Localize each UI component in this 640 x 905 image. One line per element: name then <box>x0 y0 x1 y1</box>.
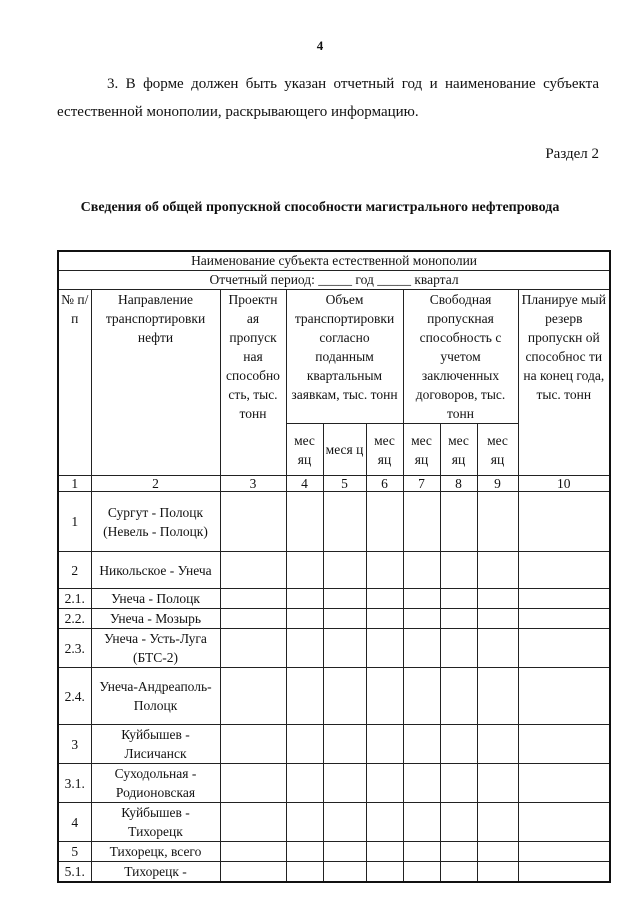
row-number: 3.1. <box>58 764 91 803</box>
row-number: 5 <box>58 842 91 862</box>
empty-cell <box>323 668 366 725</box>
empty-cell <box>403 842 440 862</box>
empty-cell <box>323 609 366 629</box>
empty-cell <box>220 842 286 862</box>
empty-cell <box>220 492 286 552</box>
row-number: 2.3. <box>58 629 91 668</box>
col-header-design-capacity: Проектн ая пропуск ная способно сть, тыс. тонн <box>220 290 286 476</box>
empty-cell <box>518 552 610 589</box>
empty-cell <box>518 492 610 552</box>
empty-cell <box>286 589 323 609</box>
empty-cell <box>286 862 323 883</box>
empty-cell <box>366 589 403 609</box>
empty-cell <box>366 609 403 629</box>
empty-cell <box>323 629 366 668</box>
empty-cell <box>286 725 323 764</box>
empty-cell <box>440 764 477 803</box>
empty-cell <box>323 725 366 764</box>
empty-cell <box>403 629 440 668</box>
row-direction: Суходольная - Родионовская <box>91 764 220 803</box>
row-direction: Унеча - Усть-Луга (БТС-2) <box>91 629 220 668</box>
empty-cell <box>440 492 477 552</box>
empty-cell <box>323 589 366 609</box>
instruction-paragraph: 3. В форме должен быть указан отчетный год и наименование субъекта естественной монополии, раскрывающего информацию. <box>57 76 599 120</box>
organization-name-header: Наименование субъекта естественной монополии <box>58 251 610 271</box>
empty-cell <box>477 492 518 552</box>
empty-cell <box>518 862 610 883</box>
empty-cell <box>403 589 440 609</box>
empty-cell <box>477 842 518 862</box>
empty-cell <box>323 803 366 842</box>
empty-cell <box>403 725 440 764</box>
empty-cell <box>220 803 286 842</box>
sub-header-month: мес яц <box>366 424 403 476</box>
row-direction: Унеча - Мозырь <box>91 609 220 629</box>
row-number: 5.1. <box>58 862 91 883</box>
empty-cell <box>477 552 518 589</box>
empty-cell <box>477 668 518 725</box>
sub-header-month: меся ц <box>323 424 366 476</box>
empty-cell <box>286 552 323 589</box>
table-heading: Сведения об общей пропускной способности магистрального нефтепровода <box>80 200 560 215</box>
empty-cell <box>403 862 440 883</box>
column-number: 2 <box>91 476 220 492</box>
col-header-free-capacity: Свободная пропускная способность с учетом заключенных договоров, тыс. тонн <box>403 290 518 424</box>
empty-cell <box>220 668 286 725</box>
capacity-table <box>57 250 611 883</box>
sub-header-month: мес яц <box>477 424 518 476</box>
empty-cell <box>286 842 323 862</box>
empty-cell <box>286 668 323 725</box>
empty-cell <box>518 842 610 862</box>
empty-cell <box>477 803 518 842</box>
empty-cell <box>220 629 286 668</box>
row-number: 2.1. <box>58 589 91 609</box>
table-row <box>58 803 610 842</box>
column-number: 1 <box>58 476 91 492</box>
empty-cell <box>323 552 366 589</box>
empty-cell <box>477 609 518 629</box>
table-row <box>58 492 610 552</box>
row-direction: Сургут - Полоцк (Невель - Полоцк) <box>91 492 220 552</box>
empty-cell <box>323 764 366 803</box>
column-number: 8 <box>440 476 477 492</box>
empty-cell <box>518 609 610 629</box>
table-row <box>58 629 610 668</box>
empty-cell <box>366 803 403 842</box>
empty-cell <box>403 492 440 552</box>
empty-cell <box>286 764 323 803</box>
empty-cell <box>440 862 477 883</box>
row-direction: Куйбышев - Тихорецк <box>91 803 220 842</box>
column-number: 6 <box>366 476 403 492</box>
column-number: 7 <box>403 476 440 492</box>
empty-cell <box>286 803 323 842</box>
empty-cell <box>366 725 403 764</box>
empty-cell <box>220 552 286 589</box>
empty-cell <box>440 803 477 842</box>
sub-header-month: мес яц <box>286 424 323 476</box>
table-row <box>58 842 610 862</box>
column-number: 5 <box>323 476 366 492</box>
row-number: 2.2. <box>58 609 91 629</box>
empty-cell <box>518 668 610 725</box>
empty-cell <box>440 842 477 862</box>
empty-cell <box>323 862 366 883</box>
row-direction: Унеча-Андреаполь-Полоцк <box>91 668 220 725</box>
table-row <box>58 589 610 609</box>
empty-cell <box>220 725 286 764</box>
empty-cell <box>403 668 440 725</box>
empty-cell <box>403 803 440 842</box>
empty-cell <box>440 629 477 668</box>
empty-cell <box>440 589 477 609</box>
column-number: 3 <box>220 476 286 492</box>
col-header-num: № п/п <box>58 290 91 476</box>
col-header-planned-reserve: Планируе мый резерв пропускн ой способнос ти на конец года, тыс. тонн <box>518 290 610 476</box>
empty-cell <box>440 725 477 764</box>
empty-cell <box>286 609 323 629</box>
col-header-volume: Объем транспортировки согласно поданным квартальным заявкам, тыс. тонн <box>286 290 403 424</box>
table-row <box>58 725 610 764</box>
column-number: 9 <box>477 476 518 492</box>
empty-cell <box>286 492 323 552</box>
col-header-direction: Направление транспортировки нефти <box>91 290 220 476</box>
table-row <box>58 862 610 883</box>
sub-header-month: мес яц <box>440 424 477 476</box>
empty-cell <box>323 492 366 552</box>
empty-cell <box>440 552 477 589</box>
empty-cell <box>366 842 403 862</box>
page-number: 4 <box>316 38 324 53</box>
empty-cell <box>440 609 477 629</box>
empty-cell <box>403 764 440 803</box>
empty-cell <box>220 589 286 609</box>
row-direction: Тихорецк - <box>91 862 220 883</box>
table-row <box>58 552 610 589</box>
empty-cell <box>518 629 610 668</box>
section-label: Раздел 2 <box>545 146 599 162</box>
empty-cell <box>366 862 403 883</box>
row-number: 3 <box>58 725 91 764</box>
empty-cell <box>220 609 286 629</box>
empty-cell <box>477 764 518 803</box>
empty-cell <box>440 668 477 725</box>
empty-cell <box>366 552 403 589</box>
reporting-period-row: Отчетный период: _____ год _____ квартал <box>58 271 610 290</box>
row-number: 2 <box>58 552 91 589</box>
empty-cell <box>220 862 286 883</box>
empty-cell <box>366 668 403 725</box>
row-number: 4 <box>58 803 91 842</box>
empty-cell <box>366 492 403 552</box>
empty-cell <box>477 589 518 609</box>
row-direction: Унеча - Полоцк <box>91 589 220 609</box>
empty-cell <box>477 725 518 764</box>
row-direction: Тихорецк, всего <box>91 842 220 862</box>
empty-cell <box>477 862 518 883</box>
empty-cell <box>220 764 286 803</box>
empty-cell <box>323 842 366 862</box>
empty-cell <box>366 764 403 803</box>
empty-cell <box>518 764 610 803</box>
row-number: 1 <box>58 492 91 552</box>
table-row <box>58 764 610 803</box>
empty-cell <box>518 725 610 764</box>
empty-cell <box>366 629 403 668</box>
row-direction: Никольское - Унеча <box>91 552 220 589</box>
empty-cell <box>403 609 440 629</box>
empty-cell <box>403 552 440 589</box>
table-row <box>58 609 610 629</box>
empty-cell <box>477 629 518 668</box>
empty-cell <box>518 803 610 842</box>
row-number: 2.4. <box>58 668 91 725</box>
empty-cell <box>518 589 610 609</box>
table-row <box>58 668 610 725</box>
row-direction: Куйбышев - Лисичанск <box>91 725 220 764</box>
column-number: 4 <box>286 476 323 492</box>
column-number: 10 <box>518 476 610 492</box>
sub-header-month: мес яц <box>403 424 440 476</box>
empty-cell <box>286 629 323 668</box>
